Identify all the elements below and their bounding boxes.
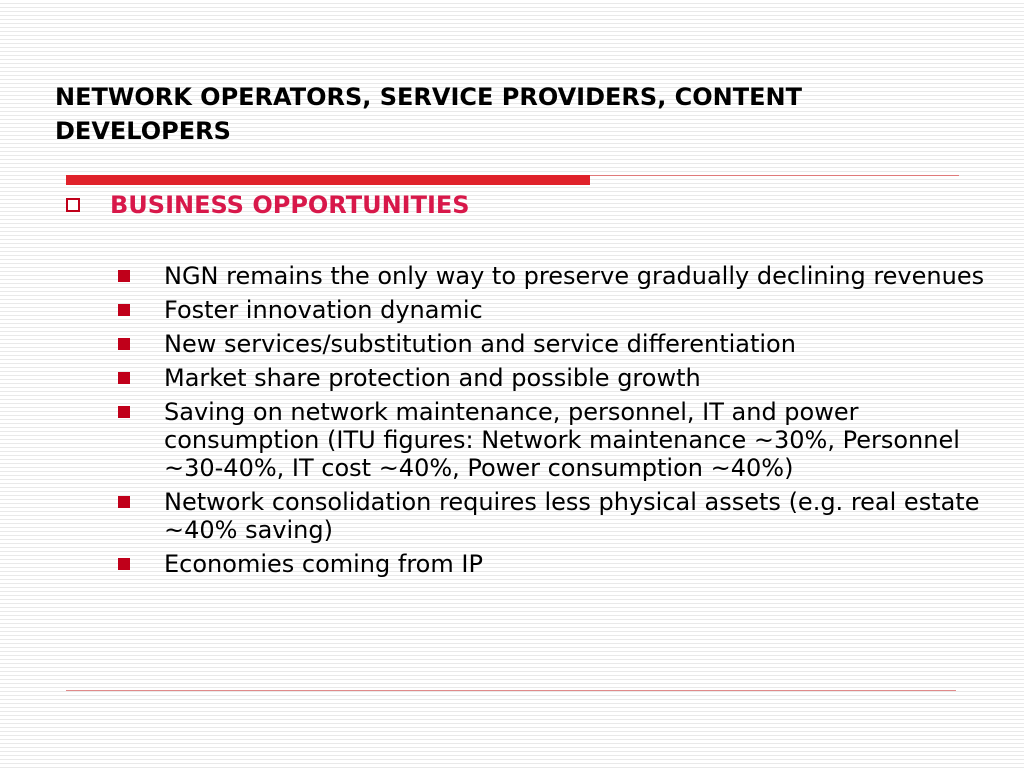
section-heading-text: BUSINESS OPPORTUNITIES xyxy=(110,191,470,219)
bullet-item xyxy=(118,364,1008,392)
filled-square-icon xyxy=(118,496,130,508)
bullet-text: Network consolidation requires less physical assets (e.g. real estate ~40% saving) xyxy=(164,488,980,544)
title-accent-bar xyxy=(66,175,590,185)
filled-square-icon xyxy=(118,338,130,350)
bullet-text: Economies coming from IP xyxy=(164,550,483,578)
bullet-item xyxy=(118,488,1008,544)
bullet-item xyxy=(118,262,1008,290)
bullet-item xyxy=(118,398,1008,482)
hollow-square-icon xyxy=(66,198,80,212)
bullet-text: Foster innovation dynamic xyxy=(164,296,483,324)
bullet-text: New services/substitution and service differentiation xyxy=(164,330,796,358)
bullet-text: NGN remains the only way to preserve gradually declining revenues xyxy=(164,262,985,290)
filled-square-icon xyxy=(118,558,130,570)
bullet-item xyxy=(118,296,1008,324)
bullet-item xyxy=(118,330,1008,358)
slide-title: NETWORK OPERATORS, SERVICE PROVIDERS, CONTENT DEVELOPERS xyxy=(55,83,802,145)
filled-square-icon xyxy=(118,406,130,418)
bullet-item xyxy=(118,550,1008,578)
filled-square-icon xyxy=(118,372,130,384)
section-heading xyxy=(66,188,470,222)
bullet-list xyxy=(118,262,1008,584)
bullet-text: Market share protection and possible growth xyxy=(164,364,701,392)
filled-square-icon xyxy=(118,270,130,282)
filled-square-icon xyxy=(118,304,130,316)
footer-divider-line xyxy=(66,690,956,691)
bullet-text: Saving on network maintenance, personnel, IT and power consumption (ITU figures: Network maintenance ~30%, Personnel ~30-40%, IT cost ~40%, Power consumption ~40%) xyxy=(164,398,960,482)
